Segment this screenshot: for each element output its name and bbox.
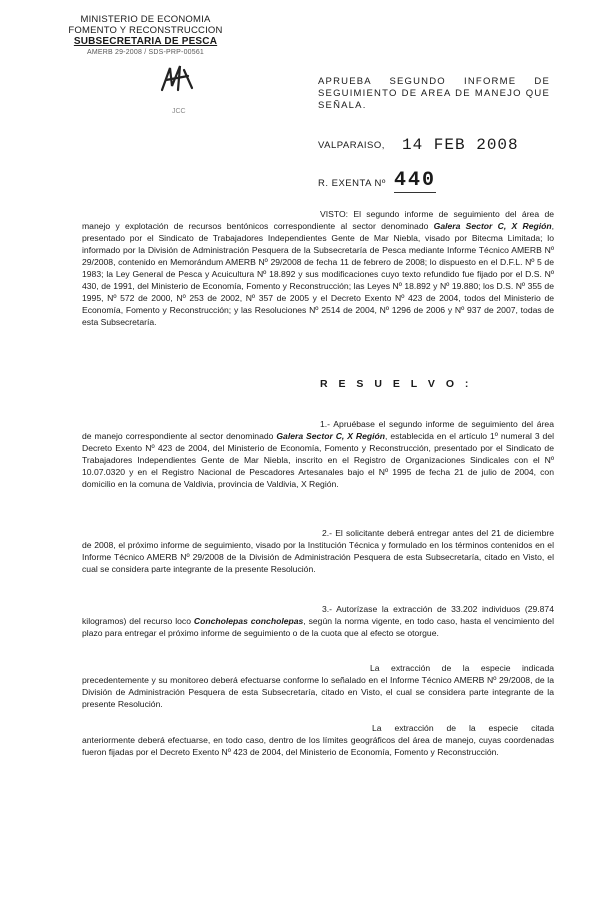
resolution-topic: APRUEBA SEGUNDO INFORME DE SEGUIMIENTO DE AREA DE MANEJO QUE SEÑALA. — [318, 76, 550, 111]
item-1-rest: , establecida en el artículo 1º numeral 3 del Decreto Exento Nº 423 de 2004, del Ministerio de Economía, Fomento y Reconstrucción, presentado por el Sindicato de Trabajadores Independientes Gente de Mar Niebla, inscrito en el Registro de Organizaciones Sindicales con el Nº 10.07.0320 y en el Registro Nacional de Pescadores Artesanales bajo el Nº 1995 de fecha 21 de julio de 2004, con domicilio en la comuna de Valdivia, provincia de Valdivia, X Región. — [82, 431, 555, 489]
item-1-sector: Galera Sector C, X Región — [276, 431, 386, 441]
signature-mark — [158, 60, 198, 100]
visto-rest: , presentado por el Sindicato de Trabajadores Independientes Gente de Mar Niebla, visado por Bitecma Limitada; lo informado por la División de Administración Pesquera de la Subsecretaría de Pesca mediante Informe Técnico AMERB Nº 29/2008, contenido en Memorándum AMERB Nº 29/2008 de fecha 11 de febrero de 2008; lo dispuesto en el D.F.L. Nº 5 de 1983; la Ley General de Pesca y Acuicultura Nº 18.892 y sus modificaciones cuyo texto refundido fue fijado por el D.S. Nº 430, de 1991, del Ministerio de Economía, Fomento y Reconstrucción; las Leyes Nº 18.892 y Nº 19.880; los D.S. Nº 355 de 1995, Nº 572 de 2000, Nº 253 de 2002, Nº 357 de 2005 y el Decreto Exento Nº 423 de 2004, todos del Ministerio de Economía, Fomento y Reconstrucción; y las Resoluciones Nº 2514 de 2004, Nº 1296 de 2006 y Nº 937 de 2007, todas de esta Subsecretaría. — [82, 221, 555, 327]
ministry-line: MINISTERIO DE ECONOMIA — [80, 14, 211, 25]
item-3-lead: 3.- Autorízase la extracción de 33.202 individuos (29.874 kilogramos) del recurso loco — [82, 604, 554, 626]
item-1-lead: 1.- Apruébase el segundo informe de seguimiento del área de manejo correspondiente al sector denominado — [82, 419, 554, 441]
subsecretaria-line: SUBSECRETARIA DE PESCA — [73, 36, 218, 47]
letterhead — [58, 14, 233, 58]
resolution-paragraph-limits: La extracción de la especie citada anteriormente deberá efectuarse, en todo caso, dentro de los límites geográficos del área de manejo, cuyas coordenadas fueron fijadas por el Decreto Exento Nº 423 de 2004, del Ministerio de Economía, Fomento y Reconstrucción. — [82, 723, 554, 757]
visto-lead: VISTO: El segundo informe de seguimiento del área de manejo y explotación de recursos bentónicos correspondiente al sector denominado — [82, 209, 554, 231]
ministry-subline: FOMENTO Y RECONSTRUCCION — [68, 25, 223, 36]
visto-paragraph — [82, 208, 554, 328]
place-label: VALPARAISO, — [318, 140, 385, 151]
visto-sector: Galera Sector C, X Región — [433, 221, 552, 231]
resuelvo-heading: R E S U E L V O : — [320, 378, 473, 390]
resolution-paragraph-extraction: La extracción de la especie indicada precedentemente y su monitoreo deberá efectuarse conforme lo señalado en el Informe Técnico AMERB Nº 29/2008, de la División de Administración Pesquera de esta Subsecretaría, citado en Visto, el cual se considera parte integrante de la presente Resolución. — [82, 663, 554, 709]
resolution-item-3 — [82, 603, 554, 639]
resolution-item-2: 2.- El solicitante deberá entregar antes del 21 de diciembre de 2008, el próximo informe de seguimiento, visado por la Institución Técnica y formulado en los términos contenidos en el Informe Técnico AMERB Nº 29/2008 de la División de Administración Pesquera de esta Subsecretaría, citado en Visto, el cual se considera parte integrante de la presente Resolución. — [82, 528, 554, 574]
reference-code: AMERB 29-2008 / SDS-PRP-00561 — [86, 49, 205, 56]
exento-number: 440 — [394, 169, 437, 192]
date-stamp: 14 FEB 2008 — [402, 136, 519, 154]
initials-mark: JCC — [172, 108, 186, 115]
resolution-item-1 — [82, 418, 554, 490]
item-3-species: Concholepas concholepas — [193, 616, 304, 626]
exento-label: R. EXENTA Nº — [318, 178, 386, 189]
item-3-rest: , según la norma vigente, en todo caso, hasta el vencimiento del plazo para entregar el próximo informe de seguimiento o de la cuota que al efecto se otorgue. — [82, 616, 554, 638]
